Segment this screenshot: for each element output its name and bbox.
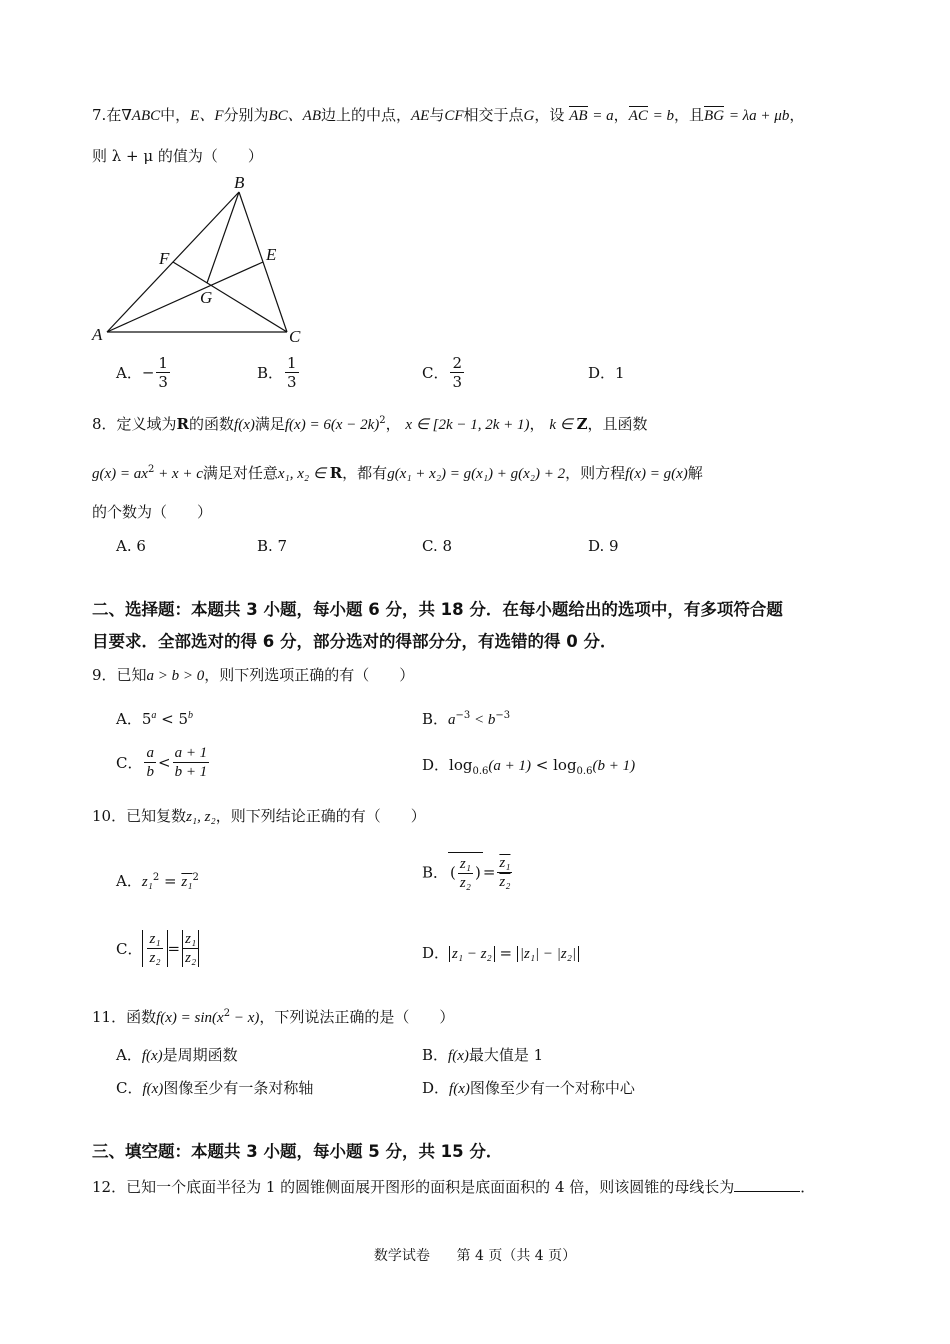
q7-triangle-figure	[88, 170, 318, 345]
q11-option-b: B．f(x)最大值是 1	[422, 1046, 544, 1064]
label-f: F	[159, 249, 170, 268]
section3-heading: 三、填空题：本题共 3 小题，每小题 5 分，共 15 分．	[92, 1142, 503, 1161]
segment-cf	[173, 262, 287, 332]
q7-stem-line1: 7.在∇ABC中，E、F分别为BC、AB边上的中点，AE与CF相交于点G，设 AB = a，AC = b，且BG = λa + μb，	[92, 104, 804, 127]
q8-option-b: B. 7	[257, 537, 288, 555]
q9-option-c: C． $\frac{a}{b}$ < $\frac{a + 1}{b + 1}$	[116, 745, 208, 780]
q11-option-d: D．f(x)图像至少有一个对称中心	[422, 1079, 635, 1097]
q10-option-c: C． $\frac{\text{z₁}}{\text{z₂}}$ = $\frac{\text{z₁}}{\text{z₂}}$	[116, 930, 201, 967]
q11-stem: 11．函数$f(x) = \sin(x^2 - x)$，下列说法正确的是（ ）	[92, 1008, 455, 1026]
q11-option-c: C．f(x)图像至少有一条对称轴	[116, 1079, 314, 1097]
q9-option-a: A．$5^a < 5^b$	[116, 710, 194, 728]
q7-option-c: C． $\frac{2}{3}$	[422, 354, 463, 391]
q12-stem: 12．已知一个底面半径为 1 的圆锥侧面展开图形的面积是底面面积的 4 倍，则该圆锥的母线长为 ．	[92, 1175, 815, 1198]
label-b: B	[234, 173, 245, 192]
q9-option-b: B．$a^{-3} < b^{-3}$	[422, 710, 511, 728]
q10-option-a: A．z₁$^2$ = z₁$^2$	[116, 872, 199, 890]
section2-heading-line2: 目要求．全部选对的得 6 分，部分选对的得部分分，有选错的得 0 分．	[92, 632, 617, 651]
label-g: G	[200, 288, 213, 307]
label-a: A	[92, 325, 103, 344]
q8-stem-line3: 的个数为（ ）	[92, 503, 213, 521]
page-footer: 数学试卷 第 4 页（共 4 页）	[373, 1248, 577, 1264]
q7-option-d: D．1	[588, 364, 625, 382]
label-c: C	[289, 327, 301, 345]
q8-stem-line1: 8．定义域为R的函数f(x)满足$f(x) = 6(x - 2k)^2$， x ∈ [2k − 1, 2k + 1)， k ∈ Z，且函数	[92, 415, 648, 433]
q8-stem-line2: $g(x) = ax^2 + x + c$满足对任意x₁, x₂ ∈ R，都有g(x₁ + x₂) = g(x₁) + g(x₂) + 2，则方程f(x) = g(x)解	[92, 464, 703, 482]
section2-heading-line1: 二、选择题：本题共 3 小题，每小题 6 分，共 18 分．在每小题给出的选项中，有多项符合题	[92, 600, 783, 619]
label-e: E	[266, 245, 277, 264]
q10-option-b: B． ( $\frac{\text{z₁}}{\text{z₂}}$ ) = $\frac{\text{z₁}}{\text{z₂}}$	[422, 852, 514, 892]
q9-option-d: D．$\log_{0.6}(a + 1) < \log_{0.6}(b + 1)$	[422, 756, 636, 777]
segment-ae	[107, 262, 263, 332]
q7-option-a: A．− $\frac{1}{3}$	[116, 354, 168, 391]
q8-option-a: A. 6	[116, 537, 146, 555]
q12-answer-blank[interactable]	[734, 1175, 800, 1192]
q10-option-d: D． z₁ − z₂ = |z₁| − |z₂|	[422, 942, 579, 965]
q8-option-d: D. 9	[588, 537, 619, 555]
q11-option-a: A．f(x)是周期函数	[116, 1046, 238, 1064]
q8-option-c: C. 8	[422, 537, 453, 555]
q7-stem-line2: 则 λ + μ 的值为（ ）	[92, 147, 263, 165]
q7-option-b: B． $\frac{1}{3}$	[257, 354, 297, 391]
q9-stem: 9．已知a > b > 0，则下列选项正确的有（ ）	[92, 666, 415, 684]
q10-stem: 10．已知复数z₁, z₂，则下列结论正确的有（ ）	[92, 807, 426, 825]
segment-bg	[207, 192, 239, 283]
